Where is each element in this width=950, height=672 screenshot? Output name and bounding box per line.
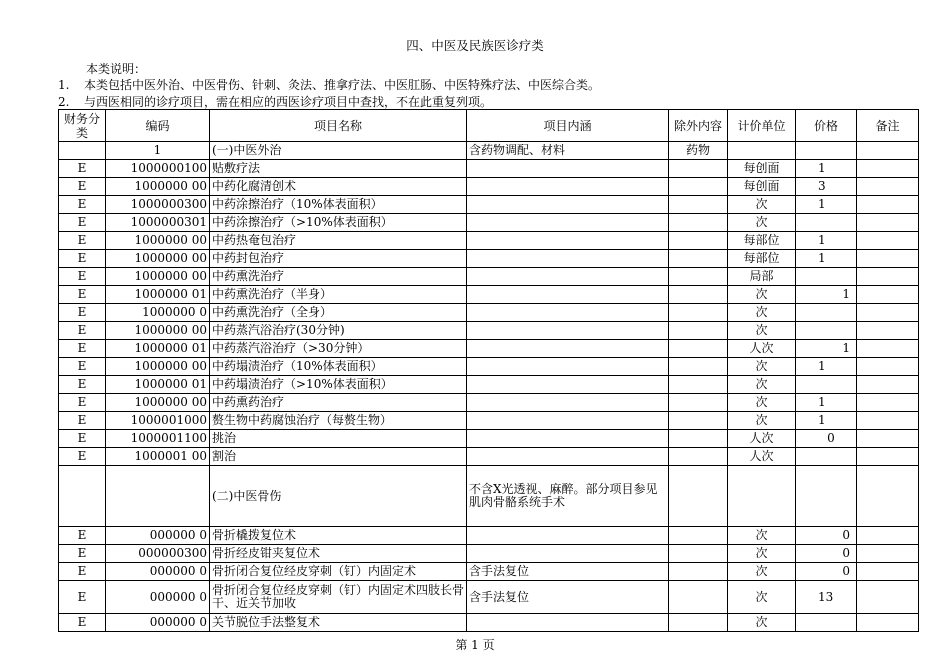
table-row — [59, 160, 919, 178]
price-cell: 0 — [796, 527, 857, 545]
header-category: 财务分类 — [59, 110, 106, 142]
unit-cell: 次 — [728, 322, 796, 340]
unit-cell: 次 — [728, 214, 796, 232]
price-cell — [796, 214, 857, 232]
header-remarks: 备注 — [857, 110, 919, 142]
unit-cell: 人次 — [728, 340, 796, 358]
unit-cell: 次 — [728, 545, 796, 563]
item-name-cell: 骨折闭合复位经皮穿刺（钉）内固定术 — [210, 563, 467, 581]
scope-cell — [467, 358, 669, 376]
unit-cell: 次 — [728, 394, 796, 412]
price-cell — [796, 466, 857, 527]
remarks-cell — [857, 614, 919, 632]
remarks-cell — [857, 232, 919, 250]
note-item — [58, 76, 601, 93]
exclusions-cell — [669, 527, 728, 545]
scope-cell — [467, 340, 669, 358]
exclusions-cell — [669, 322, 728, 340]
table-row — [59, 545, 919, 563]
remarks-cell — [857, 322, 919, 340]
table-row — [59, 142, 919, 160]
code-cell: 1000000 00 — [106, 178, 210, 196]
price-cell: 13 — [796, 581, 857, 614]
scope-cell — [467, 614, 669, 632]
price-cell: 0 — [796, 430, 857, 448]
unit-cell: 每部位 — [728, 232, 796, 250]
code-cell: 1 — [106, 142, 210, 160]
scope-cell — [467, 448, 669, 466]
notes-heading: 本类说明： — [86, 62, 147, 76]
price-table — [58, 109, 919, 632]
page-number: 第 1 页 — [455, 638, 495, 652]
item-name-cell: 中药涂擦治疗（>10%体表面积） — [210, 214, 467, 232]
exclusions-cell — [669, 358, 728, 376]
table-row — [59, 214, 919, 232]
category-cell: E — [59, 178, 106, 196]
remarks-cell — [857, 394, 919, 412]
note-item — [58, 93, 493, 110]
exclusions-cell — [669, 304, 728, 322]
item-name-cell: 中药熏洗治疗 — [210, 268, 467, 286]
exclusions-cell — [669, 376, 728, 394]
table-row — [59, 563, 919, 581]
exclusions-cell — [669, 250, 728, 268]
header-scope: 项目内涵 — [467, 110, 669, 142]
scope-cell — [467, 178, 669, 196]
unit-cell: 次 — [728, 614, 796, 632]
scope-cell: 含药物调配、材料 — [467, 142, 669, 160]
scope-cell — [467, 527, 669, 545]
exclusions-cell — [669, 412, 728, 430]
header-exclusions: 除外内容 — [669, 110, 728, 142]
category-cell: E — [59, 196, 106, 214]
code-cell: 1000000 00 — [106, 358, 210, 376]
item-name-cell: 中药封包治疗 — [210, 250, 467, 268]
code-cell: 1000001100 — [106, 430, 210, 448]
item-name-cell: 骨折经皮钳夹复位术 — [210, 545, 467, 563]
unit-cell: 每部位 — [728, 250, 796, 268]
unit-cell: 次 — [728, 376, 796, 394]
table-row — [59, 268, 919, 286]
exclusions-cell — [669, 563, 728, 581]
remarks-cell — [857, 214, 919, 232]
unit-cell — [728, 142, 796, 160]
table-row — [59, 430, 919, 448]
table-row — [59, 340, 919, 358]
category-cell: E — [59, 527, 106, 545]
remarks-cell — [857, 250, 919, 268]
price-cell — [796, 448, 857, 466]
item-name-cell: 中药塌渍治疗（>10%体表面积） — [210, 376, 467, 394]
category-cell: E — [59, 448, 106, 466]
price-cell — [796, 614, 857, 632]
remarks-cell — [857, 466, 919, 527]
scope-cell — [467, 322, 669, 340]
code-cell: 1000000 01 — [106, 286, 210, 304]
unit-cell: 次 — [728, 412, 796, 430]
code-cell: 1000000300 — [106, 196, 210, 214]
header-unit: 计价单位 — [728, 110, 796, 142]
category-cell: E — [59, 614, 106, 632]
category-cell: E — [59, 286, 106, 304]
scope-cell — [467, 286, 669, 304]
item-name-cell: 中药蒸汽浴治疗(30分钟) — [210, 322, 467, 340]
table-row — [59, 232, 919, 250]
item-name-cell: 中药熏洗治疗（半身） — [210, 286, 467, 304]
exclusions-cell: 药物 — [669, 142, 728, 160]
item-name-cell: 骨折闭合复位经皮穿刺（钉）内固定术四肢长骨干、近关节加收 — [210, 581, 467, 614]
header-item-name: 项目名称 — [210, 110, 467, 142]
category-cell: E — [59, 160, 106, 178]
remarks-cell — [857, 358, 919, 376]
scope-cell — [467, 160, 669, 178]
code-cell: 000000300 — [106, 545, 210, 563]
item-name-cell: 割治 — [210, 448, 467, 466]
item-name-cell: 关节脱位手法整复术 — [210, 614, 467, 632]
unit-cell: 次 — [728, 304, 796, 322]
item-name-cell: 中药涂擦治疗（10%体表面积） — [210, 196, 467, 214]
table-row — [59, 250, 919, 268]
scope-cell — [467, 430, 669, 448]
code-cell: 1000000 00 — [106, 250, 210, 268]
unit-cell: 次 — [728, 581, 796, 614]
category-cell: E — [59, 232, 106, 250]
category-cell: E — [59, 412, 106, 430]
category-cell: E — [59, 268, 106, 286]
item-name-cell: 中药化腐清创术 — [210, 178, 467, 196]
category-cell: E — [59, 322, 106, 340]
page-title: 四、中医及民族医诊疗类 — [406, 38, 544, 53]
price-cell: 1 — [796, 358, 857, 376]
table-row — [59, 376, 919, 394]
code-cell: 1000000 00 — [106, 394, 210, 412]
header-code: 编码 — [106, 110, 210, 142]
remarks-cell — [857, 581, 919, 614]
item-name-cell: 中药塌渍治疗（10%体表面积） — [210, 358, 467, 376]
item-name-cell: 中药熏洗治疗（全身） — [210, 304, 467, 322]
category-cell: E — [59, 545, 106, 563]
category-cell: E — [59, 250, 106, 268]
table-row — [59, 466, 919, 527]
table-row — [59, 196, 919, 214]
unit-cell: 每创面 — [728, 160, 796, 178]
remarks-cell — [857, 376, 919, 394]
code-cell: 1000000 00 — [106, 232, 210, 250]
unit-cell: 人次 — [728, 430, 796, 448]
exclusions-cell — [669, 581, 728, 614]
price-cell: 1 — [796, 232, 857, 250]
item-name-cell: 中药蒸汽浴治疗（>30分钟） — [210, 340, 467, 358]
remarks-cell — [857, 304, 919, 322]
scope-cell — [467, 394, 669, 412]
code-cell: 1000000301 — [106, 214, 210, 232]
price-cell — [796, 142, 857, 160]
remarks-cell — [857, 412, 919, 430]
remarks-cell — [857, 286, 919, 304]
code-cell: 000000 0 — [106, 614, 210, 632]
price-cell — [796, 376, 857, 394]
note-number: 2. — [58, 95, 70, 109]
exclusions-cell — [669, 196, 728, 214]
unit-cell: 次 — [728, 286, 796, 304]
category-cell: E — [59, 214, 106, 232]
exclusions-cell — [669, 178, 728, 196]
code-cell: 1000000 01 — [106, 340, 210, 358]
code-cell: 000000 0 — [106, 581, 210, 614]
item-name-cell: 中药熏药治疗 — [210, 394, 467, 412]
exclusions-cell — [669, 160, 728, 178]
code-cell: 1000000 01 — [106, 376, 210, 394]
unit-cell: 次 — [728, 563, 796, 581]
item-name-cell: 骨折橇拨复位术 — [210, 527, 467, 545]
header-price: 价格 — [796, 110, 857, 142]
scope-cell — [467, 214, 669, 232]
table-row — [59, 448, 919, 466]
remarks-cell — [857, 563, 919, 581]
scope-cell — [467, 250, 669, 268]
category-cell: E — [59, 563, 106, 581]
scope-cell — [467, 196, 669, 214]
exclusions-cell — [669, 286, 728, 304]
item-name-cell: 挑治 — [210, 430, 467, 448]
scope-cell: 含手法复位 — [467, 581, 669, 614]
category-cell: E — [59, 394, 106, 412]
table-row — [59, 358, 919, 376]
note-number: 1. — [58, 78, 70, 92]
scope-cell — [467, 232, 669, 250]
exclusions-cell — [669, 466, 728, 527]
exclusions-cell — [669, 448, 728, 466]
remarks-cell — [857, 178, 919, 196]
remarks-cell — [857, 430, 919, 448]
exclusions-cell — [669, 268, 728, 286]
item-name-cell: 赘生物中药腐蚀治疗（每赘生物） — [210, 412, 467, 430]
code-cell: 1000001 00 — [106, 448, 210, 466]
item-name-cell: 中药热奄包治疗 — [210, 232, 467, 250]
unit-cell: 人次 — [728, 448, 796, 466]
unit-cell: 次 — [728, 196, 796, 214]
scope-cell: 含手法复位 — [467, 563, 669, 581]
scope-cell — [467, 412, 669, 430]
code-cell: 000000 0 — [106, 563, 210, 581]
code-cell: 1000000 00 — [106, 268, 210, 286]
code-cell: 1000001000 — [106, 412, 210, 430]
unit-cell: 每创面 — [728, 178, 796, 196]
unit-cell: 局部 — [728, 268, 796, 286]
price-cell: 1 — [796, 250, 857, 268]
price-cell: 0 — [796, 545, 857, 563]
remarks-cell — [857, 196, 919, 214]
code-cell: 1000000 00 — [106, 322, 210, 340]
unit-cell: 次 — [728, 358, 796, 376]
price-cell — [796, 268, 857, 286]
exclusions-cell — [669, 232, 728, 250]
unit-cell — [728, 466, 796, 527]
remarks-cell — [857, 545, 919, 563]
exclusions-cell — [669, 614, 728, 632]
exclusions-cell — [669, 545, 728, 563]
code-cell — [106, 466, 210, 527]
price-cell — [796, 304, 857, 322]
code-cell: 000000 0 — [106, 527, 210, 545]
table-row — [59, 286, 919, 304]
table-row — [59, 614, 919, 632]
category-cell: E — [59, 304, 106, 322]
exclusions-cell — [669, 394, 728, 412]
category-cell: E — [59, 376, 106, 394]
item-name-cell: (二)中医骨伤 — [210, 466, 467, 527]
remarks-cell — [857, 527, 919, 545]
category-cell: E — [59, 430, 106, 448]
item-name-cell: (一)中医外治 — [210, 142, 467, 160]
table-row — [59, 322, 919, 340]
price-cell: 3 — [796, 178, 857, 196]
price-cell: 1 — [796, 160, 857, 178]
price-cell: 1 — [796, 394, 857, 412]
table-header-row — [59, 110, 919, 142]
item-name-cell: 贴敷疗法 — [210, 160, 467, 178]
price-cell: 1 — [796, 286, 857, 304]
price-cell: 1 — [796, 196, 857, 214]
code-cell: 1000000 0 — [106, 304, 210, 322]
exclusions-cell — [669, 340, 728, 358]
scope-cell — [467, 268, 669, 286]
note-text: 本类包括中医外治、中医骨伤、针刺、灸法、推拿疗法、中医肛肠、中医特殊疗法、中医综合类。 — [84, 78, 601, 92]
code-cell: 1000000100 — [106, 160, 210, 178]
table-row — [59, 394, 919, 412]
category-cell — [59, 142, 106, 160]
table-row — [59, 581, 919, 614]
table-row — [59, 412, 919, 430]
table-row — [59, 527, 919, 545]
table-row — [59, 178, 919, 196]
note-text: 与西医相同的诊疗项目，需在相应的西医诊疗项目中查找，不在此重复列项。 — [84, 95, 493, 109]
price-cell: 0 — [796, 563, 857, 581]
category-cell: E — [59, 358, 106, 376]
remarks-cell — [857, 142, 919, 160]
category-cell: E — [59, 581, 106, 614]
category-cell: E — [59, 340, 106, 358]
scope-cell: 不含X光透视、麻醉。部分项目参见肌肉骨骼系统手术 — [467, 466, 669, 527]
price-cell: 1 — [796, 340, 857, 358]
exclusions-cell — [669, 214, 728, 232]
unit-cell: 次 — [728, 527, 796, 545]
exclusions-cell — [669, 430, 728, 448]
scope-cell — [467, 304, 669, 322]
table-row — [59, 304, 919, 322]
remarks-cell — [857, 160, 919, 178]
scope-cell — [467, 376, 669, 394]
scope-cell — [467, 545, 669, 563]
category-cell — [59, 466, 106, 527]
remarks-cell — [857, 268, 919, 286]
price-cell: 1 — [796, 412, 857, 430]
remarks-cell — [857, 448, 919, 466]
price-cell — [796, 322, 857, 340]
remarks-cell — [857, 340, 919, 358]
